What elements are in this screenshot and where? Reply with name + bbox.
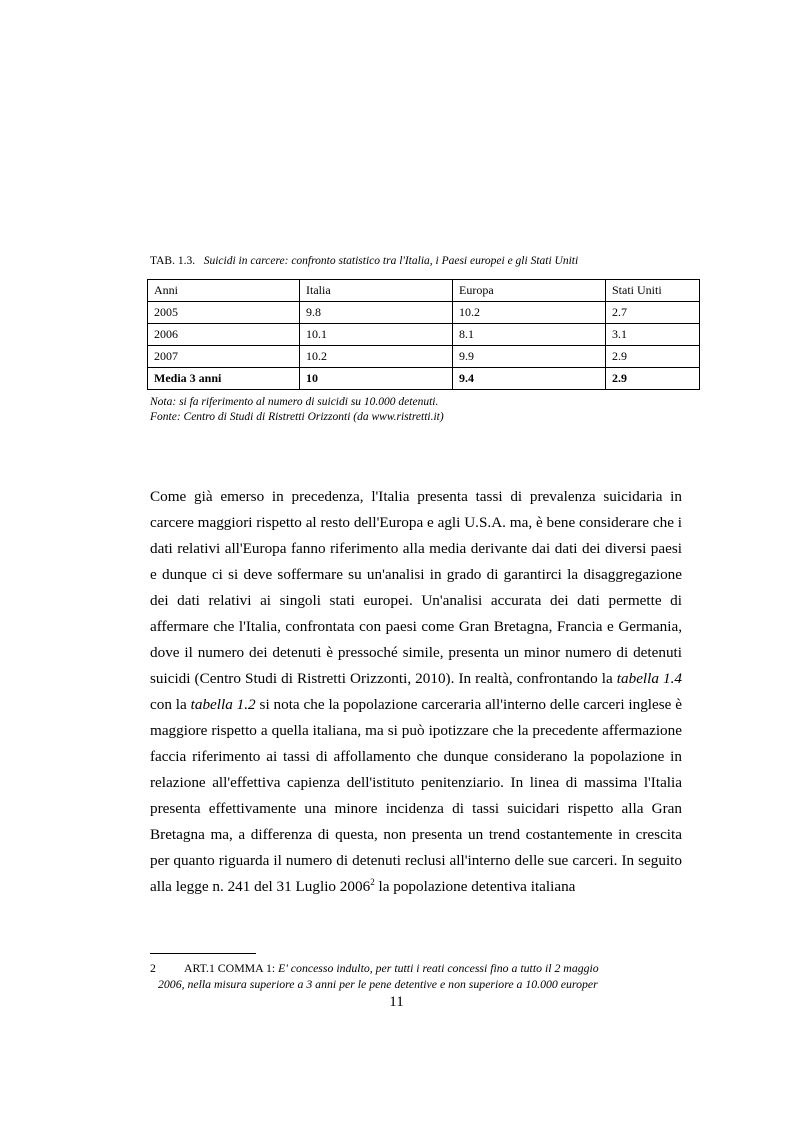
table-cell: 9.4 — [453, 368, 606, 390]
table-header-cell: Stati Uniti — [606, 280, 700, 302]
table-header-cell: Europa — [453, 280, 606, 302]
table-caption-title: Suicidi in carcere: confronto statistico tra l'Italia, i Paesi europei e gli Stati Uniti — [203, 255, 579, 267]
table-cell: 2.9 — [606, 368, 700, 390]
table-cell: 3.1 — [606, 324, 700, 346]
footnote-number: 2 — [150, 961, 156, 975]
footnote-marker: 2 — [370, 877, 375, 887]
body-text-segment: si nota che la popolazione carceraria all'interno delle carceri inglese è maggiore rispetto a quella italiana, ma si può ipotizzare che la precedente affermazione faccia riferimento ai tassi di affollamento che dunque considerano la popolazione in relazione all'effettiva capienza dell'istituto penitenziario. In linea di massima l'Italia presenta effettivamente una minore incidenza di tassi suicidari rispetto alla Gran Bretagna ma, a differenza di questa, non presenta un trend costantemente in crescita per quanto riguarda il numero di detenuti reclusi all'interno delle sue carceri. In seguito alla legge n. 241 del 31 Luglio 2006 — [150, 696, 683, 895]
page-number: 11 — [389, 994, 404, 1010]
table-cell: 2.9 — [606, 346, 700, 368]
table-cell: 9.9 — [453, 346, 606, 368]
footnote-text: E' concesso indulto, per tutti i reati concessi fino a tutto il 2 maggio — [278, 961, 599, 975]
table-caption-number: TAB. 1.3. — [150, 255, 196, 267]
table-cell: 10.2 — [300, 346, 453, 368]
table-header-cell: Anni — [148, 280, 300, 302]
table-summary-row — [148, 368, 700, 390]
table-row — [148, 346, 700, 368]
footnote-separator — [150, 953, 256, 954]
table-row — [148, 324, 700, 346]
footnote-lead: ART.1 COMMA 1: — [184, 961, 276, 975]
table-cell: 10.2 — [453, 302, 606, 324]
body-text-segment: la popolazione detentiva italiana — [378, 878, 576, 895]
table-caption — [150, 255, 710, 267]
table-source: Fonte: Centro di Studi di Ristretti Orizzonti (da www.ristretti.it) — [150, 411, 444, 423]
table-cell: 10 — [300, 368, 453, 390]
table-header-row — [148, 280, 700, 302]
table-cell: 8.1 — [453, 324, 606, 346]
table-reference: tabella 1.4 — [616, 670, 682, 687]
suicide-statistics-table — [147, 279, 700, 390]
table-cell: 2006 — [148, 324, 300, 346]
table-cell: 10.1 — [300, 324, 453, 346]
table-cell: 2007 — [148, 346, 300, 368]
body-text-segment: Come già emerso in precedenza, l'Italia presenta tassi di prevalenza suicidaria in carcere maggiori rispetto al resto dell'Europa e agli U.S.A. ma, è bene considerare che i dati relativi all'Europa fanno riferimento alla media derivante dai dati dei diversi paesi e dunque ci si deve soffermare su un'analisi in grado di garantirci la disaggregazione dei dati relativi ai singoli stati europei. Un'analisi accurata dei dati permette di affermare che l'Italia, confrontata con paesi come Gran Bretagna, Francia e Germania, dove il numero dei detenuti è pressoché simile, presenta un minor numero di detenuti suicidi (Centro Studi di Ristretti Orizzonti, 2010). In realtà, confrontando la — [150, 488, 682, 687]
table-cell: 2.7 — [606, 302, 700, 324]
body-paragraph — [150, 484, 682, 900]
table-row — [148, 302, 700, 324]
footnote-text: 2006, nella misura superiore a 3 anni per le pene detentive e non superiore a 10.000 europer — [158, 977, 598, 991]
table-cell: 9.8 — [300, 302, 453, 324]
table-cell: 2005 — [148, 302, 300, 324]
body-text-segment: con la — [150, 696, 187, 713]
table-reference: tabella 1.2 — [190, 696, 256, 713]
table-notes — [150, 395, 444, 425]
table-note: Nota: si fa riferimento al numero di suicidi su 10.000 detenuti. — [150, 396, 439, 408]
table-header-cell: Italia — [300, 280, 453, 302]
table-cell: Media 3 anni — [148, 368, 300, 390]
footnote — [150, 960, 690, 992]
